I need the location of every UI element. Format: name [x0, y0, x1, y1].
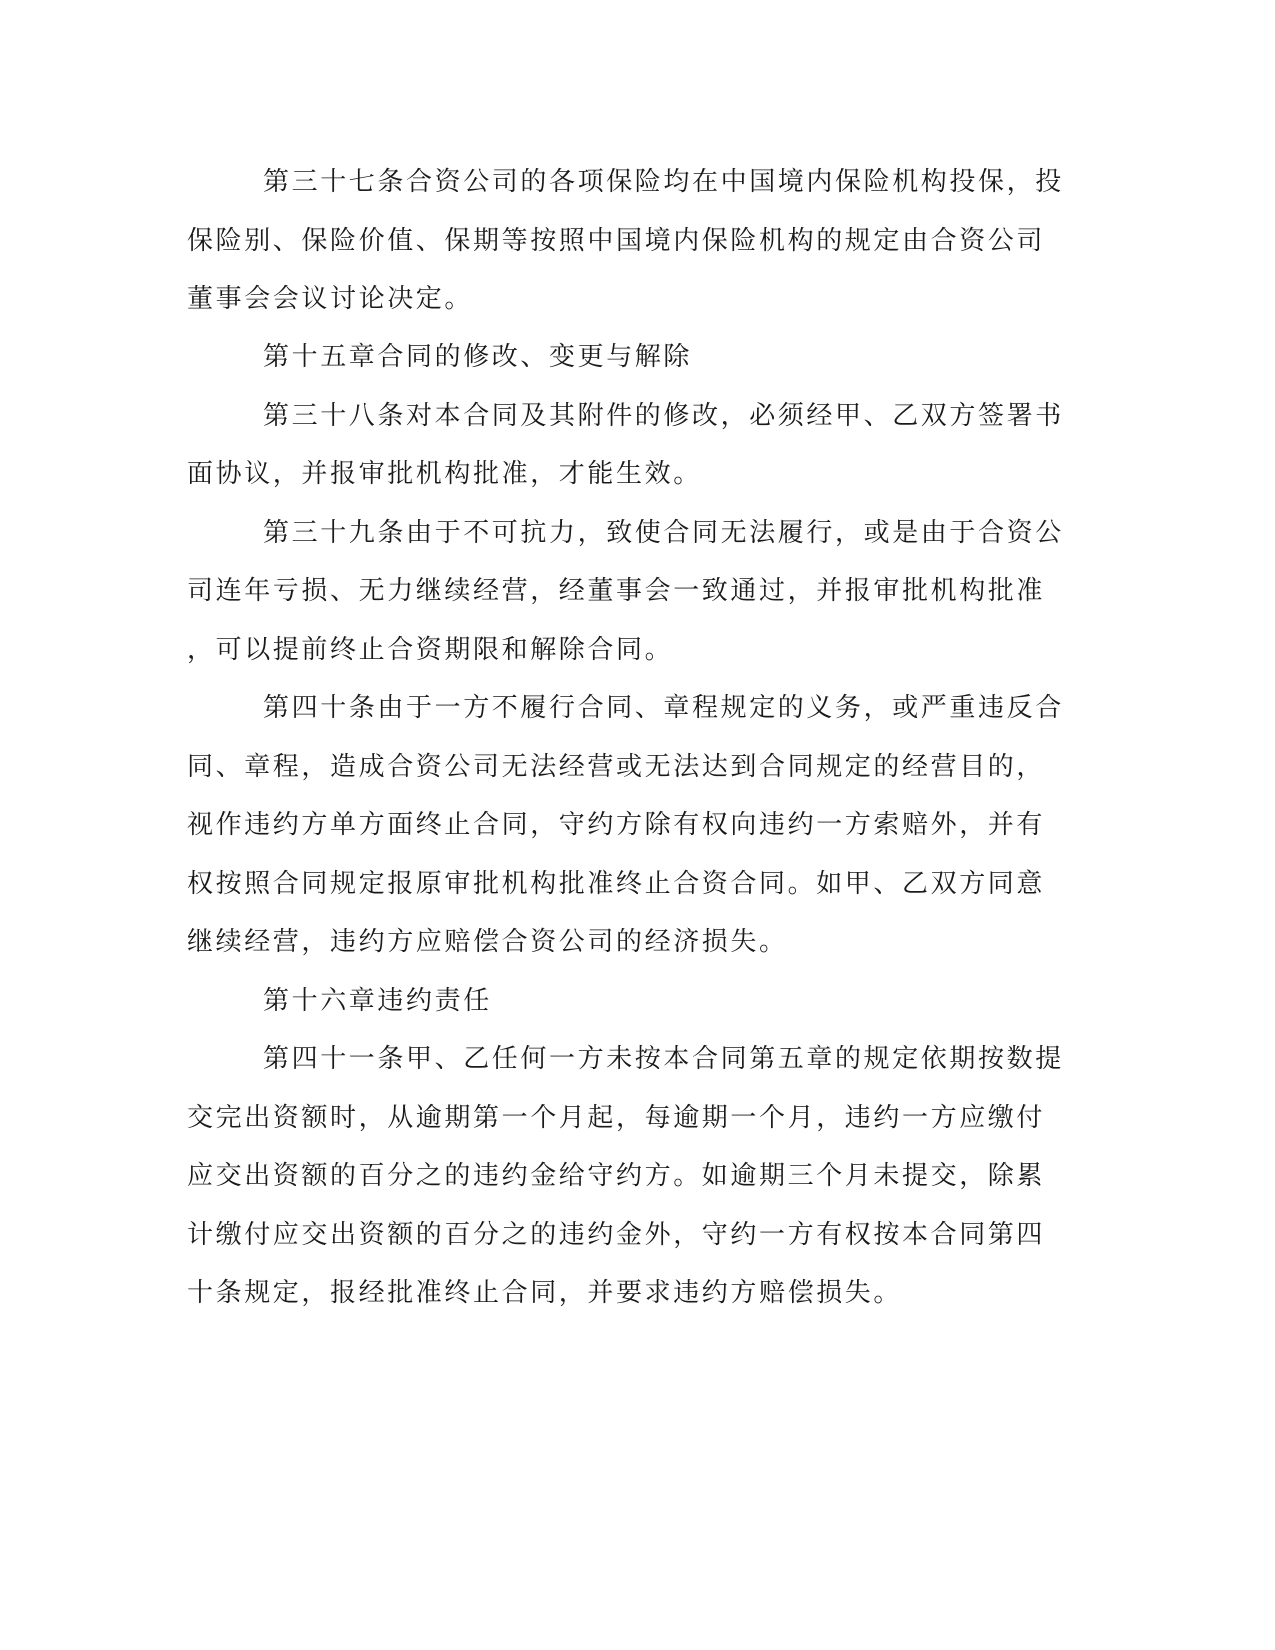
article-39-line-3: ，可以提前终止合资期限和解除合同。 — [187, 635, 674, 665]
article-41-line-3: 应交出资额的百分之的违约金给守约方。如逾期三个月未提交，除累 — [187, 1161, 1046, 1191]
article-37-line-1: 第三十七条合资公司的各项保险均在中国境内保险机构投保，投 — [263, 167, 1064, 197]
article-40-line-5: 继续经营，违约方应赔偿合资公司的经济损失。 — [187, 927, 788, 957]
article-41-line-2: 交完出资额时，从逾期第一个月起，每逾期一个月，违约一方应缴付 — [187, 1103, 1046, 1133]
article-40-line-4: 权按照合同规定报原审批机构批准终止合资合同。如甲、乙双方同意 — [187, 869, 1046, 899]
article-38-line-2: 面协议，并报审批机构批准，才能生效。 — [187, 459, 702, 489]
article-39-line-1: 第三十九条由于不可抗力，致使合同无法履行，或是由于合资公 — [263, 518, 1064, 548]
article-41-line-4: 计缴付应交出资额的百分之的违约金外，守约一方有权按本合同第四 — [187, 1220, 1046, 1250]
article-41-line-1: 第四十一条甲、乙任何一方未按本合同第五章的规定依期按数提 — [263, 1044, 1064, 1074]
article-41-line-5: 十条规定，报经批准终止合同，并要求违约方赔偿损失。 — [187, 1278, 903, 1308]
article-37-line-2: 保险别、保险价值、保期等按照中国境内保险机构的规定由合资公司 — [187, 226, 1046, 256]
chapter-15-heading: 第十五章合同的修改、变更与解除 — [263, 342, 693, 372]
article-40-line-2: 同、章程，造成合资公司无法经营或无法达到合同规定的经营目的， — [187, 752, 1046, 782]
chapter-16-heading: 第十六章违约责任 — [263, 986, 492, 1016]
article-37-line-3: 董事会会议讨论决定。 — [187, 284, 474, 314]
article-40-line-1: 第四十条由于一方不履行合同、章程规定的义务，或严重违反合 — [263, 693, 1064, 723]
article-39-line-2: 司连年亏损、无力继续经营，经董事会一致通过，并报审批机构批准 — [187, 576, 1046, 606]
article-40-line-3: 视作违约方单方面终止合同，守约方除有权向违约一方索赔外，并有 — [187, 810, 1046, 840]
article-38-line-1: 第三十八条对本合同及其附件的修改，必须经甲、乙双方签署书 — [263, 401, 1064, 431]
